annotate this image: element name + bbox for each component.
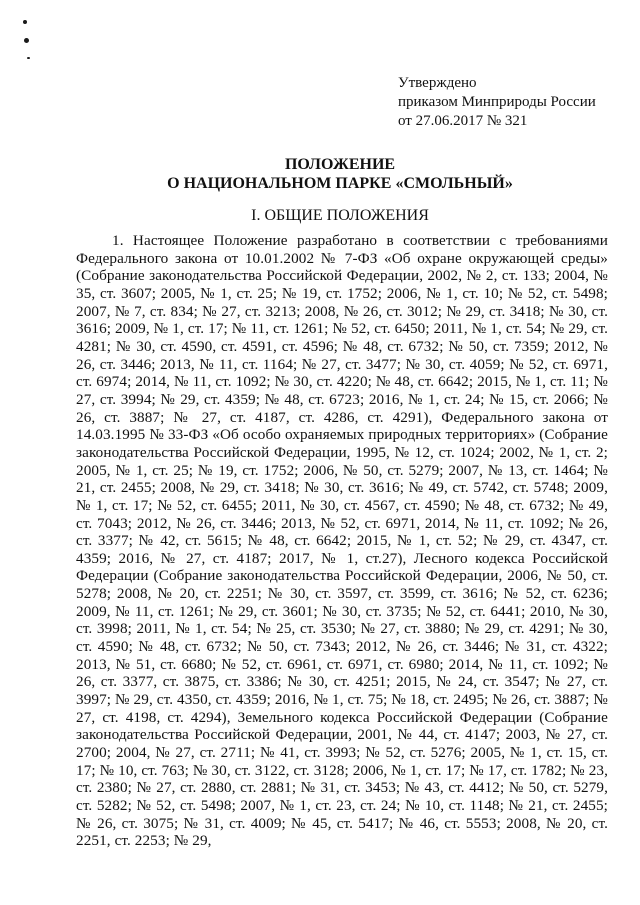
approval-order: приказом Минприроды России [398,94,596,110]
document-title: ПОЛОЖЕНИЕ [284,156,396,173]
document-subtitle: О НАЦИОНАЛЬНОМ ПАРКЕ «СМОЛЬНЫЙ» [167,175,513,192]
scan-mark [27,57,30,59]
approval-date: от 27.06.2017 № 321 [398,113,528,129]
section-heading: I. ОБЩИЕ ПОЛОЖЕНИЯ [251,207,429,224]
scan-mark [24,38,29,43]
paragraph-1: 1. Настоящее Положение разработано в соответствии с требованиями Федерального закона от 10.01.2002 № 7-ФЗ «Об охране окружающей среды» (Собрание законодательства Российской Федерации, 2002, № 2, ст. 133; 2004, № 35, ст. 3607; 2005, № 1, ст. 25; № 19, ст. 1752; 2006, № 1, ст. 10; № 52, ст. 5498; 2007, № 7, ст. 834; № 27, ст. 3213; 2008, № 26, ст. 3012; № 29, ст. 3418; № 30, ст. 3616; 2009, № 1, ст. 17; № 11, ст. 1261; № 52, ст. 6450; 2011, № 1, ст. 54; № 29, ст. 4281; № 30, ст. 4590, ст. 4591, ст. 4596; № 48, ст. 6732; № 50, ст. 7359; 2012, № 26, ст. 3446; 2013, № 11, ст. 1164; № 27, ст. 3477; № 30, ст. 4059; № 52, ст. 6971, ст. 6974; 2014, № 11, ст. 1092; № 30, ст. 4220; № 48, ст. 6642; 2015, № 1, ст. 11; № 27, ст. 3994; № 29, ст. 4359; № 48, ст. 6723; 2016, № 1, ст. 24; № 15, ст. 2066; № 26, ст. 3887; № 27, ст. 4187, ст. 4286, ст. 4291), Федерального закона от 14.03.1995 № 33-ФЗ «Об особо охраняемых природных территориях» (Собрание законодательства Российской Федерации, 1995, № 12, ст. 1024; 2002, № 1, ст. 2; 2005, № 1, ст. 25; № 19, ст. 1752; 2006, № 50, ст. 5279; 2007, № 13, ст. 1464; № 21, ст. 2455; 2008, № 29, ст. 3418; № 30, ст. 3616; № 49, ст. 5742, ст. 5748; 2009, № 1, ст. 17; № 52, ст. 6455; 2011, № 30, ст. 4567, ст. 4590; № 48, ст. 6732; № 49, ст. 7043; 2012, № 26, ст. 3446; 2013, № 52, ст. 6971, 2014, № 11, ст. 1092; № 26, ст. 3377; № 42, ст. 5615; № 48, ст. 6642; 2015, № 1, ст. 52; № 29, ст. 4347, ст. 4359; 2016, № 27, ст. 4187; 2017, № 1, ст.27), Лесного кодекса Российской Федерации (Собрание законодательства Российской Федерации, 2006, № 50, ст. 5278; 2008, № 20, ст. 2251; № 30, ст. 3597, ст. 3599, ст. 3616; № 52, ст. 6236; 2009, № 11, ст. 1261; № 29, ст. 3601; № 30, ст. 3735; № 52, ст. 6441; 2010, № 30, ст. 3998; 2011, № 1, ст. 54; № 25, ст. 3530; № 27, ст. 3880; № 29, ст. 4291; № 30, ст. 4590; № 48, ст. 6732; № 50, ст. 7343; 2012, № 26, ст. 3446; № 31, ст. 4322; 2013, № 51, ст. 6680; № 52, ст. 6961, ст. 6971, ст. 6980; 2014, № 11, ст. 1092; № 26, ст. 3377, ст. 3875, ст. 3386; № 30, ст. 4251; 2015, № 24, ст. 3547; № 27, ст. 3997; № 29, ст. 4350, ст. 4359; 2016, № 1, ст. 75; № 18, ст. 2495; № 26, ст. 3887; № 27, ст. 4198, ст. 4294), Земельного кодекса Российской Федерации (Собрание законодательства Российской Федерации, 2001, № 44, ст. 4147; 2003, № 27, ст. 2700; 2004, № 27, ст. 2711; № 41, ст. 3993; № 52, ст. 5276; 2005, № 1, ст. 15, ст. 17; № 10, ст. 763; № 30, ст. 3122, ст. 3128; 2006, № 1, ст. 17; № 17, ст. 1782; № 23, ст. 2380; № 27, ст. 2880, ст. 2881; № 31, ст. 3453; № 43, ст. 4412; № 50, ст. 5279, ст. 5282; № 52, ст. 5498; 2007, № 1, ст. 23, ст. 24; № 10, ст. 1148; № 21, ст. 2455; № 26, ст. 3075; № 31, ст. 4009; № 45, ст. 5417; № 46, ст. 5553; 2008, № 20, ст. 2251, ст. 2253; № 29, [76,232,608,850]
approval-block [398,74,596,131]
approval-line: Утверждено [398,75,477,91]
scan-mark [23,20,27,24]
